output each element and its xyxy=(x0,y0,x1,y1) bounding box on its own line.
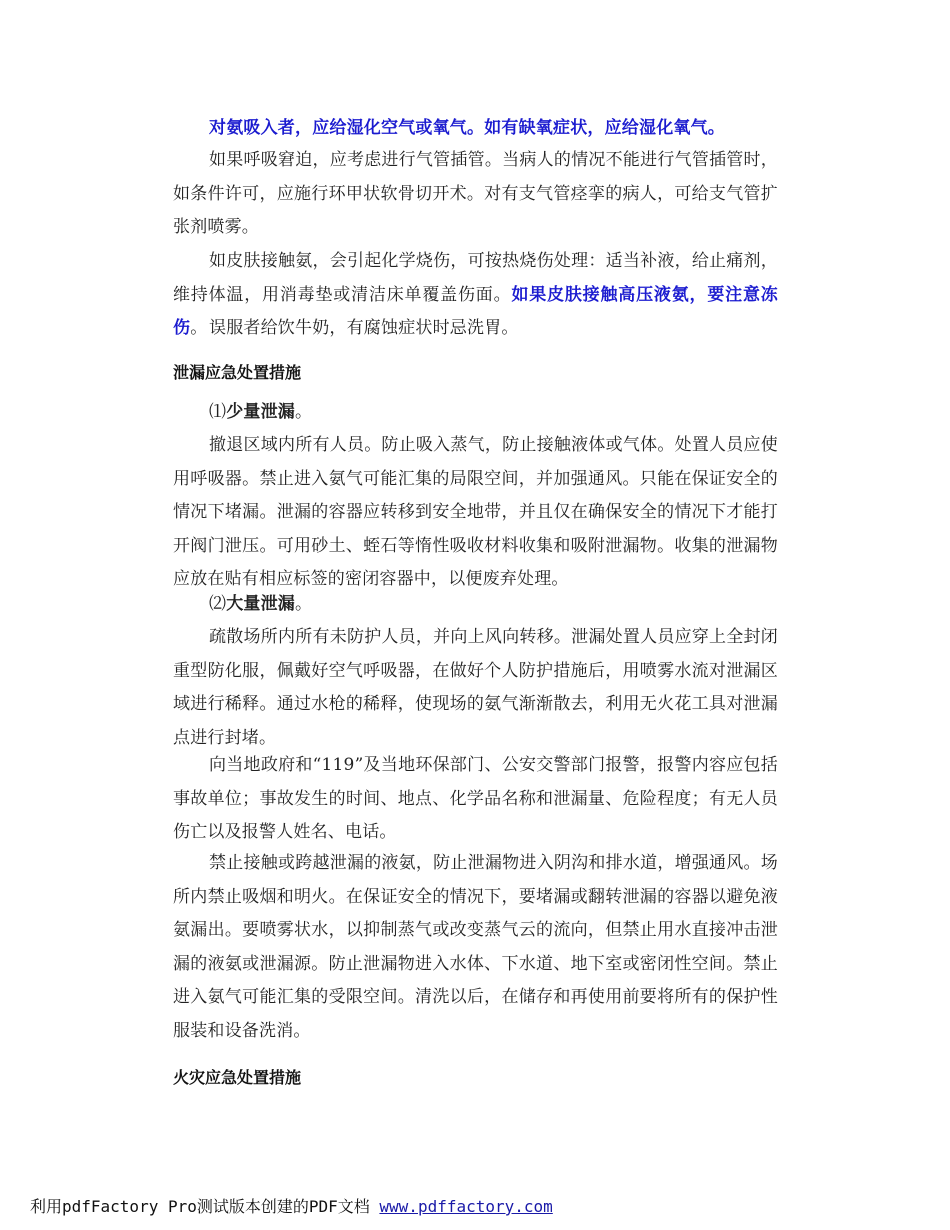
skin-contact-text: 如皮肤接触氨，会引起化学烧伤，可按热烧伤处理：适当补液，给止痛剂，维持体温，用消毒垫或清洁床单覆盖伤面。 xyxy=(173,251,778,305)
paragraph-prohibitions: 禁止接触或跨越泄漏的液氨，防止泄漏物进入阴沟和排水道，增强通风。场所内禁止吸烟和明火。在保证安全的情况下，要堵漏或翻转泄漏的容器以避免液氨漏出。要喷雾状水，以抑制蒸气或改变蒸气云的流向，但禁止用水直接冲击泄漏的液氨或泄漏源。防止泄漏物进入水体、下水道、地下室或密闭性空间。禁止进入氨气可能汇集的受限空间。清洗以后，在储存和再使用前要将所有的保护性服装和设备洗消。 xyxy=(173,853,778,1041)
footer-text: 利用pdfFactory Pro测试版本创建的PDF文档 xyxy=(30,1197,380,1216)
small-leak-end: 。 xyxy=(295,402,313,422)
paragraph-small-leak-body: 撤退区域内所有人员。防止吸入蒸气，防止接触液体或气体。处置人员应使用呼吸器。禁止进入氨气可能汇集的局限空间，并加强通风。只能在保证安全的情况下堵漏。泄漏的容器应转移到安全地带，并且仅在确保安全的情况下才能打开阀门泄压。可用砂土、蛭石等惰性吸收材料收集和吸附泄漏物。收集的泄漏物应放在贴有相应标签的密闭容器中，以便废弃处理。 xyxy=(173,435,778,589)
highlight-frostbite: 如果皮肤接触高压液氨，要注意冻伤 xyxy=(173,284,779,338)
highlight-oxygen: 对氨吸入者，应给湿化空气或氧气。如有缺氧症状，应给湿化氧气。 xyxy=(209,118,725,138)
small-leak-number: ⑴ xyxy=(209,402,227,422)
paragraph-large-leak-title xyxy=(173,588,778,622)
paragraph-intubation: 如果呼吸窘迫，应考虑进行气管插管。当病人的情况不能进行气管插管时，如条件许可，应施行环甲状软骨切开术。对有支气管痉挛的病人，可给支气管扩张剂喷雾。 xyxy=(173,150,778,237)
paragraph-ingestion: 误服者给饮牛奶，有腐蚀症状时忌洗胃。 xyxy=(209,318,519,338)
large-leak-label: 大量泄漏 xyxy=(226,594,296,614)
small-leak-label: 少量泄漏 xyxy=(226,402,296,422)
skin-contact-end: 。 xyxy=(190,318,208,338)
large-leak-number: ⑵ xyxy=(209,594,227,614)
paragraph-oxygen xyxy=(173,112,778,146)
large-leak-end: 。 xyxy=(295,594,313,614)
paragraph-large-leak-body: 疏散场所内所有未防护人员，并向上风向转移。泄漏处置人员应穿上全封闭重型防化服，佩戴好空气呼吸器，在做好个人防护措施后，用喷雾水流对泄漏区域进行稀释。通过水枪的稀释，使现场的氨气渐渐散去，利用无火花工具对泄漏点进行封堵。 xyxy=(173,627,778,748)
heading-leak-response: 泄漏应急处置措施 xyxy=(173,363,302,382)
paragraph-report-alarm: 向当地政府和“119”及当地环保部门、公安交警部门报警，报警内容应包括事故单位；事故发生的时间、地点、化学品名称和泄漏量、危险程度；有无人员伤亡以及报警人姓名、电话。 xyxy=(173,755,778,842)
pdf-footer xyxy=(30,1194,553,1217)
paragraph-small-leak-title xyxy=(173,396,778,430)
heading-fire-response: 火灾应急处置措施 xyxy=(173,1068,302,1087)
footer-link[interactable]: www.pdffactory.com xyxy=(379,1197,553,1216)
